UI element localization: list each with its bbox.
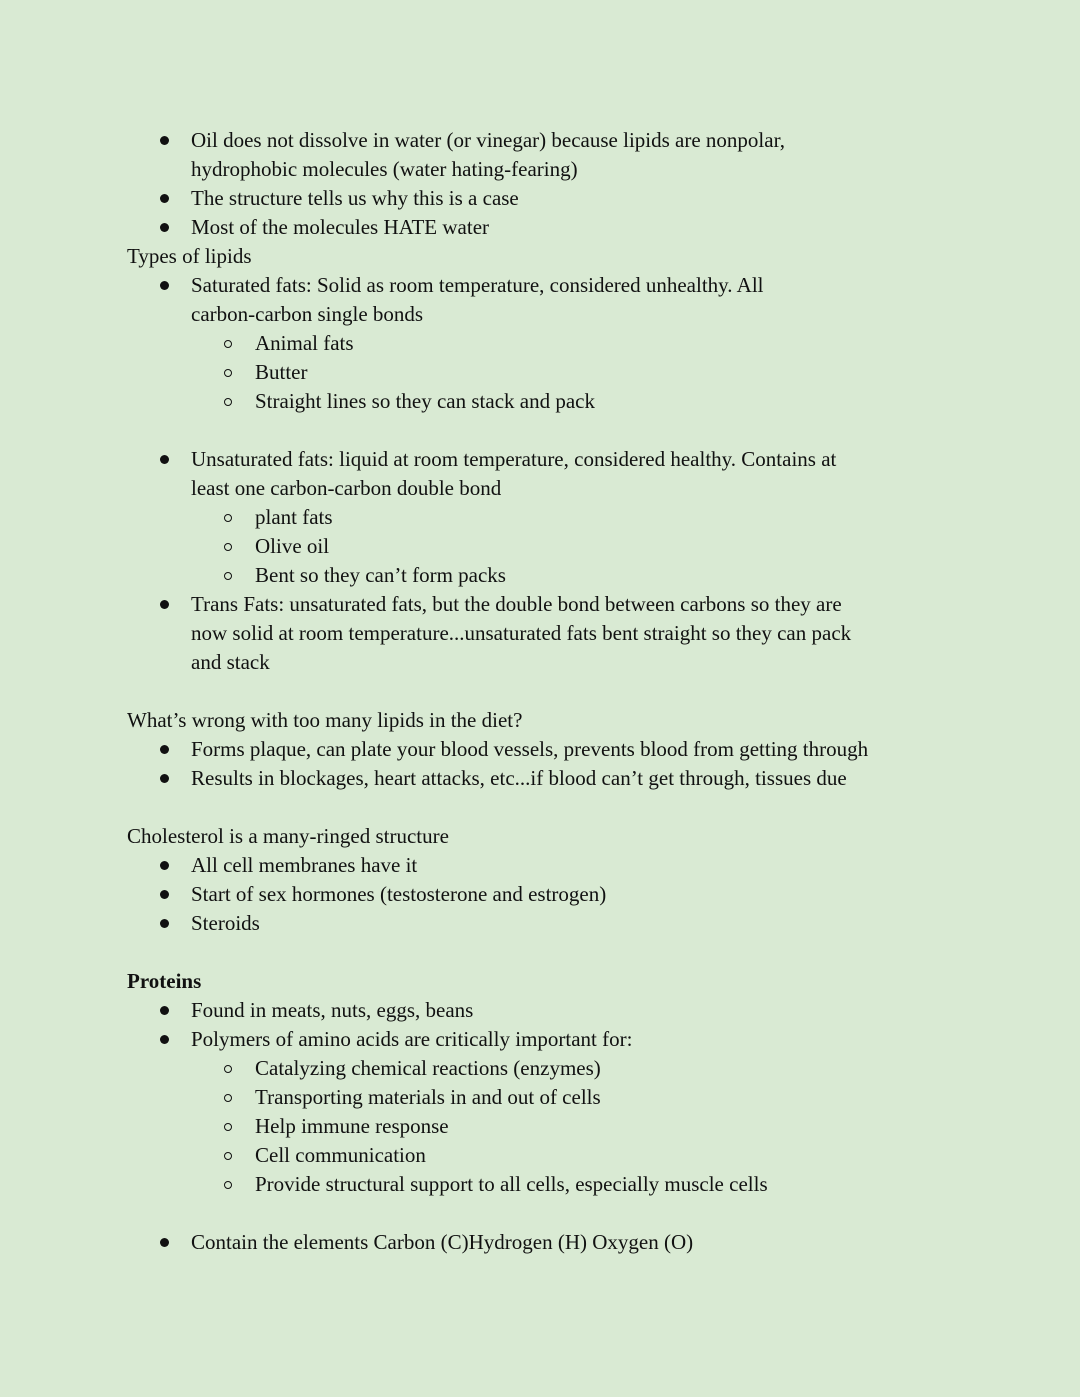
- list-item-text: and stack: [191, 650, 270, 674]
- sub-list-item-text: Animal fats: [255, 331, 354, 355]
- list-item: [0, 909, 1080, 938]
- hollow-bullet-icon: [224, 514, 232, 522]
- list-item-text: Found in meats, nuts, eggs, beans: [191, 998, 474, 1022]
- list-item-text: Saturated fats: Solid as room temperature, considered unhealthy. All: [191, 273, 764, 297]
- bullet-icon: [160, 890, 169, 899]
- list-item-continuation: [0, 648, 1080, 677]
- list-item: [0, 184, 1080, 213]
- hollow-bullet-icon: [224, 1094, 232, 1102]
- sub-list-item: [0, 358, 1080, 387]
- sub-list-item-text: Olive oil: [255, 534, 330, 558]
- hollow-bullet-icon: [224, 1065, 232, 1073]
- sub-list-item-text: plant fats: [255, 505, 333, 529]
- bullet-icon: [160, 1006, 169, 1015]
- list-item: [0, 1228, 1080, 1257]
- list-item: [0, 880, 1080, 909]
- bullet-icon: [160, 1238, 169, 1247]
- list-item-text: The structure tells us why this is a case: [191, 186, 519, 210]
- bullet-icon: [160, 774, 169, 783]
- bullet-icon: [160, 600, 169, 609]
- hollow-bullet-icon: [224, 398, 232, 406]
- list-item-text: Unsaturated fats: liquid at room temperature, considered healthy. Contains at: [191, 447, 837, 471]
- sub-list-item: [0, 1112, 1080, 1141]
- list-item-text: Oil does not dissolve in water (or vinegar) because lipids are nonpolar,: [191, 128, 785, 152]
- spacer: [0, 938, 1080, 967]
- section-heading: Proteins: [127, 969, 202, 993]
- bullet-icon: [160, 861, 169, 870]
- list-item: [0, 590, 1080, 619]
- list-item-text: Trans Fats: unsaturated fats, but the double bond between carbons so they are: [191, 592, 842, 616]
- bullet-icon: [160, 136, 169, 145]
- spacer: [0, 793, 1080, 822]
- list-item: [0, 735, 1080, 764]
- sub-list-item: [0, 561, 1080, 590]
- sub-list-item: [0, 1141, 1080, 1170]
- list-item-continuation: [0, 300, 1080, 329]
- list-item: [0, 271, 1080, 300]
- list-item-text: carbon-carbon single bonds: [191, 302, 424, 326]
- list-item-text: Contain the elements Carbon (C)Hydrogen (H) Oxygen (O): [191, 1230, 694, 1254]
- list-item-text: All cell membranes have it: [191, 853, 418, 877]
- list-item-continuation: [0, 619, 1080, 648]
- spacer: [0, 416, 1080, 445]
- sub-list-item: [0, 1170, 1080, 1199]
- spacer: [0, 677, 1080, 706]
- sub-list-item: [0, 1054, 1080, 1083]
- list-item-text: Polymers of amino acids are critically important for:: [191, 1027, 633, 1051]
- list-item-text: hydrophobic molecules (water hating-fearing): [191, 157, 578, 181]
- list-item-text: Most of the molecules HATE water: [191, 215, 490, 239]
- document-page: [0, 126, 1080, 1257]
- bullet-icon: [160, 455, 169, 464]
- list-item: [0, 126, 1080, 155]
- sub-list-item-text: Straight lines so they can stack and pack: [255, 389, 595, 413]
- list-item-text: Start of sex hormones (testosterone and estrogen): [191, 882, 607, 906]
- bullet-icon: [160, 281, 169, 290]
- sub-list-item-text: Provide structural support to all cells, especially muscle cells: [255, 1172, 768, 1196]
- sub-list-item: [0, 1083, 1080, 1112]
- hollow-bullet-icon: [224, 572, 232, 580]
- hollow-bullet-icon: [224, 340, 232, 348]
- sub-list-item: [0, 329, 1080, 358]
- hollow-bullet-icon: [224, 543, 232, 551]
- sub-list-item-text: Bent so they can’t form packs: [255, 563, 506, 587]
- list-item-text: Steroids: [191, 911, 260, 935]
- section-heading: Cholesterol is a many-ringed structure: [127, 824, 449, 848]
- sub-list-item: [0, 532, 1080, 561]
- list-item-text: now solid at room temperature...unsaturated fats bent straight so they can pack: [191, 621, 852, 645]
- sub-list-item: [0, 387, 1080, 416]
- section-heading: Types of lipids: [127, 244, 252, 268]
- list-item-continuation: [0, 155, 1080, 184]
- list-item: [0, 445, 1080, 474]
- hollow-bullet-icon: [224, 1152, 232, 1160]
- list-item-text: Results in blockages, heart attacks, etc...if blood can’t get through, tissues due: [191, 766, 847, 790]
- sub-list-item: [0, 503, 1080, 532]
- sub-list-item-text: Help immune response: [255, 1114, 449, 1138]
- list-item-text: least one carbon-carbon double bond: [191, 476, 502, 500]
- list-item: [0, 213, 1080, 242]
- list-item: [0, 996, 1080, 1025]
- sub-list-item-text: Catalyzing chemical reactions (enzymes): [255, 1056, 601, 1080]
- hollow-bullet-icon: [224, 1181, 232, 1189]
- list-item: [0, 764, 1080, 793]
- list-item: [0, 1025, 1080, 1054]
- bullet-icon: [160, 1035, 169, 1044]
- list-item-continuation: [0, 474, 1080, 503]
- sub-list-item-text: Cell communication: [255, 1143, 426, 1167]
- bullet-icon: [160, 919, 169, 928]
- section-heading: What’s wrong with too many lipids in the diet?: [127, 708, 523, 732]
- list-item: [0, 851, 1080, 880]
- spacer: [0, 1199, 1080, 1228]
- hollow-bullet-icon: [224, 1123, 232, 1131]
- bullet-icon: [160, 194, 169, 203]
- sub-list-item-text: Transporting materials in and out of cells: [255, 1085, 601, 1109]
- bullet-icon: [160, 745, 169, 754]
- sub-list-item-text: Butter: [255, 360, 308, 384]
- list-item-text: Forms plaque, can plate your blood vessels, prevents blood from getting through: [191, 737, 869, 761]
- hollow-bullet-icon: [224, 369, 232, 377]
- bullet-icon: [160, 223, 169, 232]
